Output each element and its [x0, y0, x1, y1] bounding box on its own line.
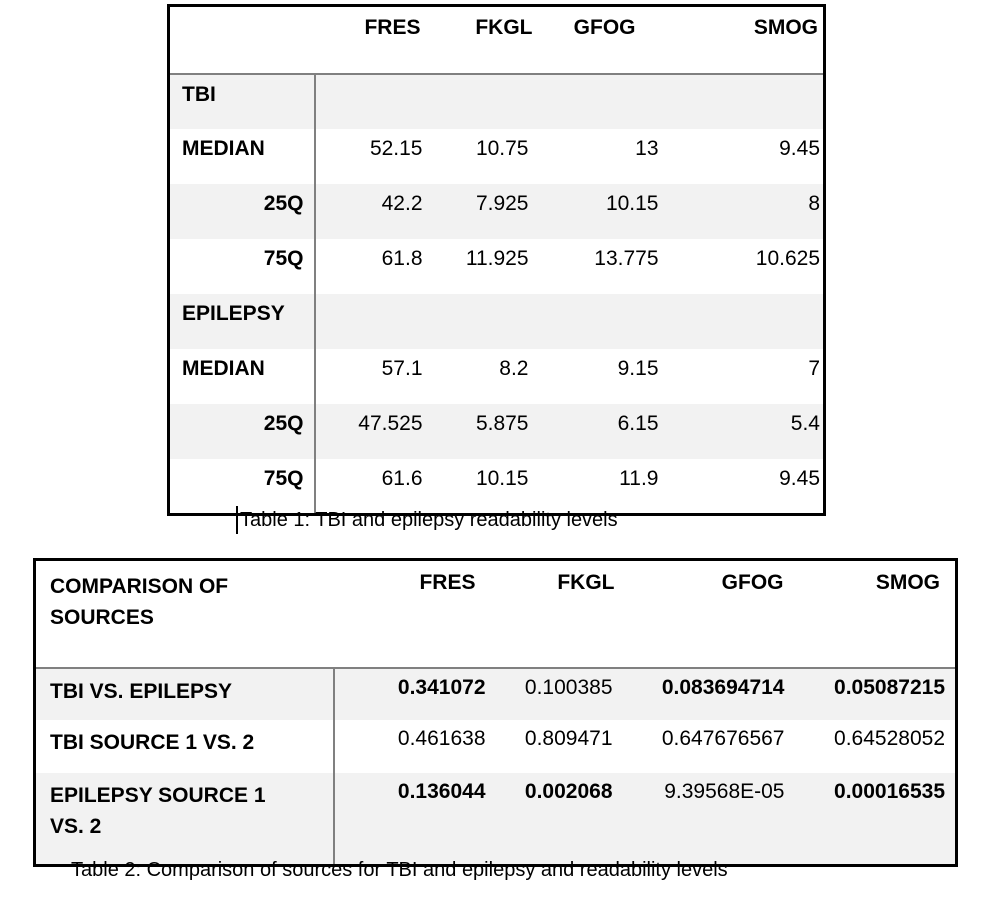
row-label: MEDIAN — [169, 349, 315, 404]
value-cell: 61.6 — [381, 467, 423, 490]
table-row — [169, 404, 825, 459]
value-cell: 13 — [635, 137, 659, 160]
value-cell: 0.083694714 — [661, 676, 785, 699]
row-label: 75Q — [169, 239, 315, 294]
table-row-section-epilepsy — [169, 294, 825, 349]
value-cell: 0.05087215 — [834, 676, 945, 699]
table-row — [35, 720, 957, 773]
column-header: FKGL — [427, 6, 537, 75]
value-cell: 57.1 — [381, 357, 423, 380]
value-cell — [427, 294, 537, 349]
row-label: 75Q — [169, 459, 315, 514]
header-label-cell: COMPARISON OF SOURCES — [35, 560, 334, 669]
value-cell — [315, 74, 427, 129]
value-cell: 9.15 — [617, 357, 659, 380]
value-cell: 0.809471 — [524, 727, 613, 750]
value-cell: 0.64528052 — [834, 727, 945, 750]
value-cell: 0.341072 — [397, 676, 486, 699]
text-cursor — [236, 506, 238, 534]
value-cell: 8.2 — [499, 357, 529, 380]
row-label: TBI SOURCE 1 VS. 2 — [35, 720, 334, 773]
value-cell: 0.461638 — [397, 727, 486, 750]
value-cell — [537, 74, 662, 129]
row-label: TBI — [169, 74, 315, 129]
column-header: FRES — [334, 560, 492, 669]
value-cell: 10.75 — [475, 137, 529, 160]
value-cell — [315, 294, 427, 349]
value-cell: 8 — [808, 192, 820, 215]
value-cell — [662, 74, 825, 129]
value-cell: 10.15 — [605, 192, 659, 215]
value-cell: 9.39568E-05 — [664, 780, 785, 803]
row-label: 25Q — [169, 184, 315, 239]
caption-text: Table 2: Comparison of sources for TBI and epilepsy and readability levels — [71, 859, 728, 881]
value-cell — [537, 294, 662, 349]
value-cell: 10.625 — [755, 247, 820, 270]
column-header: SMOG — [662, 6, 825, 75]
row-label: MEDIAN — [169, 129, 315, 184]
value-cell: 7 — [808, 357, 820, 380]
value-cell: 0.136044 — [397, 780, 486, 803]
value-cell: 0.00016535 — [834, 780, 945, 803]
column-header: GFOG — [617, 560, 787, 669]
value-cell: 9.45 — [779, 467, 820, 490]
value-cell — [427, 74, 537, 129]
value-cell: 5.875 — [475, 412, 529, 435]
table-1-header-row — [169, 6, 825, 75]
table-2-caption — [71, 856, 728, 884]
value-cell: 11.9 — [619, 467, 659, 490]
table-2 — [33, 558, 958, 867]
value-cell: 47.525 — [358, 412, 423, 435]
value-cell: 52.15 — [369, 137, 423, 160]
table-row-section-tbi — [169, 74, 825, 129]
value-cell: 13.775 — [594, 247, 659, 270]
table-row — [169, 129, 825, 184]
column-header: GFOG — [537, 6, 662, 75]
table-row — [35, 668, 957, 720]
table-2-header-row — [35, 560, 957, 669]
value-cell: 0.100385 — [524, 676, 613, 699]
table-row — [169, 184, 825, 239]
value-cell: 7.925 — [475, 192, 529, 215]
table-row — [169, 349, 825, 404]
row-label: EPILEPSY SOURCE 1 VS. 2 — [35, 773, 334, 865]
row-label: 25Q — [169, 404, 315, 459]
column-header: FRES — [315, 6, 427, 75]
value-cell — [662, 294, 825, 349]
table-row — [35, 773, 957, 865]
table-1-caption — [236, 506, 618, 534]
value-cell: 10.15 — [475, 467, 529, 490]
value-cell: 11.925 — [465, 247, 529, 270]
value-cell: 9.45 — [779, 137, 820, 160]
value-cell: 5.4 — [790, 412, 820, 435]
value-cell: 61.8 — [381, 247, 423, 270]
corner-cell — [169, 6, 315, 75]
value-cell: 0.647676567 — [661, 727, 785, 750]
table-row — [169, 239, 825, 294]
column-header: SMOG — [787, 560, 957, 669]
row-label: EPILEPSY — [169, 294, 315, 349]
value-cell: 42.2 — [381, 192, 423, 215]
column-header: FKGL — [492, 560, 617, 669]
value-cell: 6.15 — [617, 412, 659, 435]
table-1 — [167, 4, 826, 516]
row-label: TBI VS. EPILEPSY — [35, 668, 334, 720]
caption-text: Table 1: TBI and epilepsy readability levels — [240, 509, 618, 531]
value-cell: 0.002068 — [524, 780, 613, 803]
